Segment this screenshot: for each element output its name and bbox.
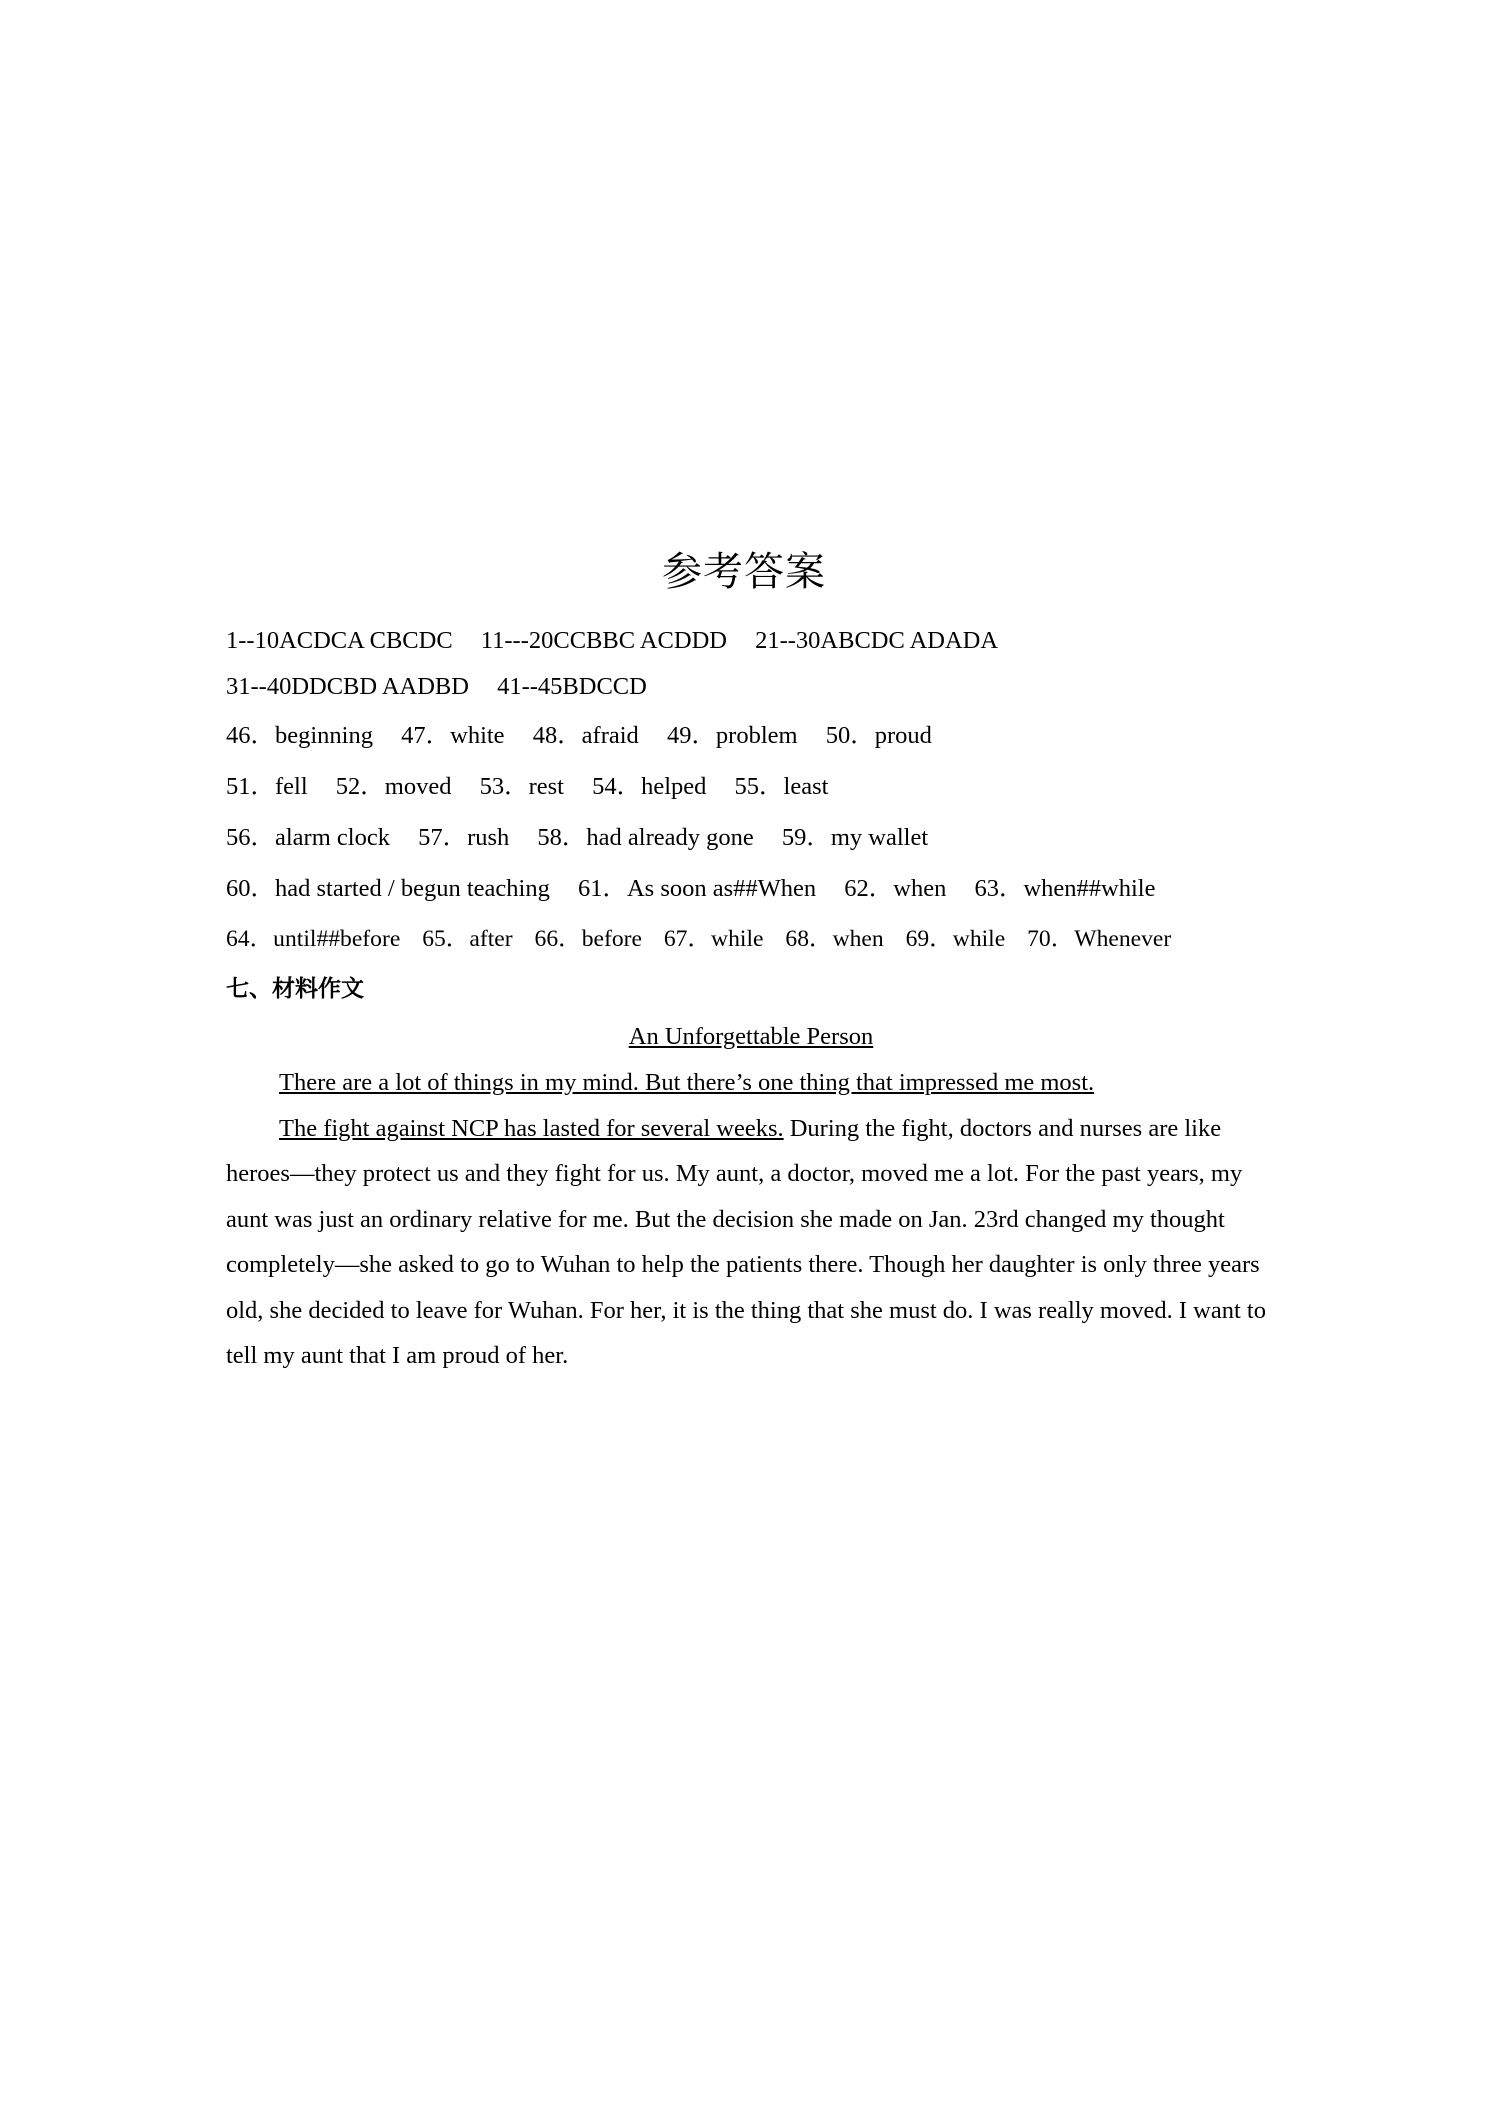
answer-item: 46．beginning [226,722,373,749]
answer-item: 64．until##before [226,926,401,952]
essay-paragraph-2 [226,1106,1276,1379]
answer-item: 54．helped [592,773,707,800]
answer-item: 60．had started / begun teaching [226,875,550,902]
answer-item: 21--30ABCDC ADADA [755,627,999,654]
answer-item: 68．when [785,926,884,952]
answer-item: 58．had already gone [537,824,754,851]
essay-body-text: During the fight, doctors and nurses are like heroes—they protect us and they fight for us. My aunt, a doctor, moved me a lot. For the past years, my aunt was just an ordinary relative for me. But the decision she made on Jan. 23rd changed my thought completely—she asked to go to Wuhan to help the patients there. Though her daughter is only three years old, she decided to leave for Wuhan. For her, it is the thing that she must do. I was really moved. I want to tell my aunt that I am proud of her. [226,1114,1266,1369]
answer-item: 57．rush [418,824,510,851]
answer-item: 50．proud [825,722,932,749]
answer-line-1 [226,618,1276,664]
answer-item: 1--10ACDCA CBCDC [226,627,453,654]
answer-item: 62．when [844,875,947,902]
answer-item: 65．after [422,926,513,952]
answer-item: 66．before [534,926,642,952]
answer-item: 56．alarm clock [226,824,390,851]
answer-item: 48．afraid [532,722,639,749]
page-title: 参考答案 [662,549,826,595]
essay-underlined-sentence: There are a lot of things in my mind. But there’s one thing that impressed me most. [279,1069,1095,1096]
answer-item: 11---20CCBBC ACDDD [480,627,727,654]
answer-line-5 [226,812,1276,863]
answer-item: 52．moved [335,773,452,800]
answer-item: 51．fell [226,773,308,800]
answer-item: 67．while [663,926,764,952]
answer-item: 53．rest [479,773,564,800]
answer-line-6 [226,863,1276,914]
essay-underlined-sentence: The fight against NCP has lasted for several weeks. [279,1114,784,1142]
answer-item: 63．when##while [974,875,1156,902]
answer-item: 47．white [401,722,505,749]
answer-item: 70．Whenever [1027,926,1172,952]
answer-item: 41--45BDCCD [497,673,647,700]
answer-line-4 [226,761,1276,812]
essay-title: An Unforgettable Person [628,1023,874,1050]
answer-item: 59．my wallet [781,824,929,851]
answer-content [226,618,1276,1379]
answer-line-7 [226,914,1276,965]
answer-item: 49．problem [666,722,798,749]
answer-item: 61．As soon as##When [577,875,817,902]
section-heading: 七、材料作文 [226,976,364,1002]
answer-item: 69．while [905,926,1006,952]
answer-item: 55．least [734,773,829,800]
answer-line-3 [226,710,1276,761]
answer-item: 31--40DDCBD AADBD [226,673,469,700]
answer-line-2 [226,664,1276,710]
essay-paragraph-1 [226,1060,1276,1106]
